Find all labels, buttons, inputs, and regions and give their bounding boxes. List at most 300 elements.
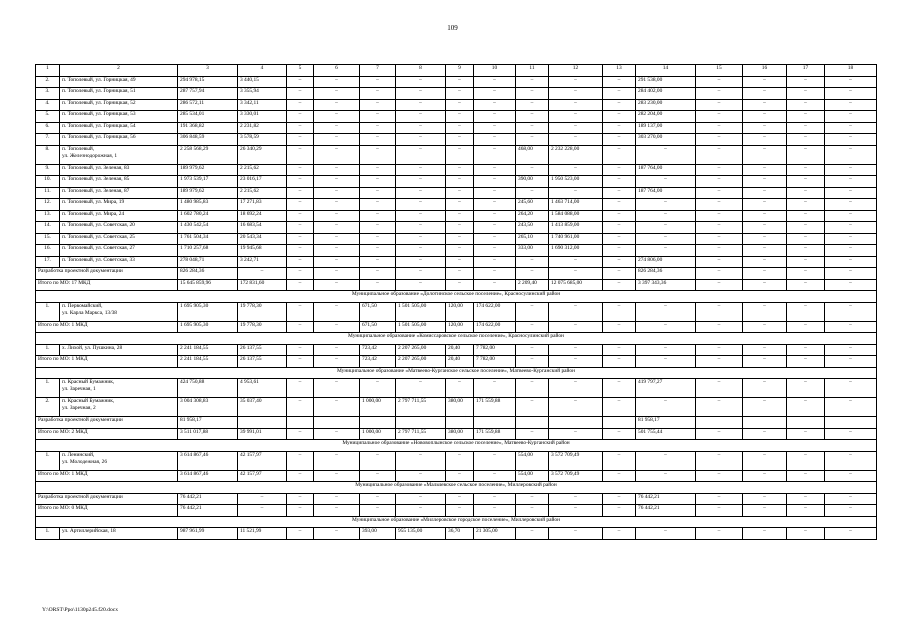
table-cell: 285 534,01 xyxy=(178,111,238,123)
table-cell: – xyxy=(636,470,696,482)
table-cell: п. Тополевый, ул. Зеленая, 83 xyxy=(60,164,178,176)
table-cell: – xyxy=(787,88,825,100)
table-cell: 120,00 xyxy=(446,321,474,333)
table-cell: 380,00 xyxy=(446,398,474,417)
table-cell: 3 xyxy=(178,65,238,77)
table-cell: п. Тополевый, ул. Горницкая, 53 xyxy=(60,111,178,123)
table-cell: 187 764,00 xyxy=(636,187,696,199)
table-cell: – xyxy=(474,233,516,245)
table-cell: 291 538,00 xyxy=(636,76,696,88)
table-cell: – xyxy=(474,187,516,199)
table-cell: – xyxy=(825,99,877,111)
table-cell: – xyxy=(825,428,877,440)
table-cell: – xyxy=(516,256,549,268)
table-cell: – xyxy=(314,451,360,470)
table-cell: – xyxy=(474,99,516,111)
table-cell: – xyxy=(396,222,446,234)
table-header-row xyxy=(36,65,877,77)
table-cell: – xyxy=(743,76,787,88)
table-cell: – xyxy=(825,111,877,123)
table-cell: – xyxy=(314,302,360,321)
table-cell: Итого по МО: 0 МКД xyxy=(36,505,178,517)
table-cell: 2 207 265,00 xyxy=(396,344,446,356)
table-cell: – xyxy=(787,122,825,134)
table-row xyxy=(36,88,877,100)
table-cell: – xyxy=(787,210,825,222)
table-cell: 2 209,40 xyxy=(516,279,549,291)
table-cell: 278 048,71 xyxy=(178,256,238,268)
table-cell: Итого по МО: 1 МКД xyxy=(36,321,178,333)
table-cell: – xyxy=(474,222,516,234)
table-cell: 18 692,24 xyxy=(238,210,287,222)
table-cell: 76 442,21 xyxy=(178,505,238,517)
table-cell: – xyxy=(825,398,877,417)
table-cell: – xyxy=(603,451,636,470)
table-cell: – xyxy=(696,379,743,398)
table-cell: – xyxy=(787,321,825,333)
table-cell xyxy=(396,417,446,429)
table-row xyxy=(36,528,877,540)
table-cell: 2 232 228,00 xyxy=(549,145,603,164)
table-cell: 16 xyxy=(743,65,787,77)
table-cell: 501 755,44 xyxy=(636,428,696,440)
table-cell: – xyxy=(696,279,743,291)
table-cell: 419 797,27 xyxy=(636,379,696,398)
summary-row xyxy=(36,428,877,440)
table-cell: – xyxy=(825,256,877,268)
table-cell: – xyxy=(825,210,877,222)
table-cell: – xyxy=(603,164,636,176)
table-cell: – xyxy=(314,187,360,199)
table-cell: Муниципальное образование «Долотинское сельское поселение», Красносулинский район xyxy=(36,291,877,303)
table-cell: – xyxy=(396,470,446,482)
table-cell: 723,42 xyxy=(360,356,396,368)
table-cell: – xyxy=(825,122,877,134)
table-cell: – xyxy=(825,356,877,368)
table-cell: – xyxy=(787,268,825,280)
table-cell: – xyxy=(603,99,636,111)
table-cell: – xyxy=(696,199,743,211)
table-cell: 2 207 265,00 xyxy=(396,356,446,368)
table-cell: – xyxy=(636,356,696,368)
summary-row xyxy=(36,321,877,333)
table-cell: – xyxy=(474,134,516,146)
table-cell: – xyxy=(743,122,787,134)
table-cell: Итого по МО: 1 МКД xyxy=(36,470,178,482)
table-cell: п. Тополевый, ул. Горницкая, 54 xyxy=(60,122,178,134)
table-cell: – xyxy=(825,187,877,199)
table-cell: п. Тополевый, ул. Горницкая, 56 xyxy=(60,134,178,146)
table-cell: – xyxy=(360,88,396,100)
table-cell: – xyxy=(743,493,787,505)
table-row xyxy=(36,76,877,88)
table-cell: 4 xyxy=(238,65,287,77)
table-cell: – xyxy=(787,398,825,417)
funding-table-wrapper xyxy=(35,64,876,540)
table-cell xyxy=(314,417,360,429)
table-cell: – xyxy=(743,134,787,146)
table-cell: 11 521,99 xyxy=(238,528,287,540)
table-cell: – xyxy=(743,245,787,257)
table-cell: – xyxy=(446,134,474,146)
table-cell: Муниципальное образование «Матвеево-Курганское сельское поселение», Матвеево-Курганский район xyxy=(36,367,877,379)
table-cell: – xyxy=(696,321,743,333)
file-path: Y:\ORST\Ppo\1130p245.f20.docx xyxy=(42,607,119,613)
table-cell: – xyxy=(696,470,743,482)
table-cell: 81 958,17 xyxy=(636,417,696,429)
table-cell xyxy=(787,417,825,429)
table-cell: – xyxy=(549,88,603,100)
table-cell: – xyxy=(314,344,360,356)
table-cell: 1 463 714,00 xyxy=(549,199,603,211)
table-cell: 172 831,60 xyxy=(238,279,287,291)
table-cell: – xyxy=(287,187,314,199)
table-cell: – xyxy=(516,187,549,199)
table-cell: – xyxy=(696,451,743,470)
summary-row xyxy=(36,279,877,291)
table-cell: – xyxy=(396,187,446,199)
table-cell: – xyxy=(549,379,603,398)
table-cell: 12 xyxy=(549,65,603,77)
table-cell: 187 764,00 xyxy=(636,164,696,176)
table-cell: – xyxy=(603,222,636,234)
table-cell: 7 782,00 xyxy=(474,344,516,356)
table-cell: 987 961,99 xyxy=(178,528,238,540)
table-cell: – xyxy=(549,302,603,321)
table-cell: 671,50 xyxy=(360,302,396,321)
table-cell: – xyxy=(474,111,516,123)
table-cell: – xyxy=(314,505,360,517)
table-cell: 3. xyxy=(36,88,60,100)
table-cell: – xyxy=(743,88,787,100)
table-cell: 1 480 985,83 xyxy=(178,199,238,211)
table-cell: – xyxy=(603,268,636,280)
table-cell: – xyxy=(446,245,474,257)
table-cell: – xyxy=(696,176,743,188)
table-cell: – xyxy=(287,210,314,222)
table-cell: – xyxy=(696,164,743,176)
table-cell: 11. xyxy=(36,187,60,199)
table-cell: – xyxy=(396,233,446,245)
table-cell: – xyxy=(696,528,743,540)
section-header-row xyxy=(36,440,877,452)
table-row xyxy=(36,302,877,321)
table-cell: – xyxy=(474,379,516,398)
table-cell: – xyxy=(743,99,787,111)
table-cell: 16 683,54 xyxy=(238,222,287,234)
table-cell: 1 761 504,34 xyxy=(178,233,238,245)
table-cell: 2 231,82 xyxy=(238,122,287,134)
table-cell: – xyxy=(314,528,360,540)
table-cell: 3 397 343,36 xyxy=(636,279,696,291)
table-cell: – xyxy=(516,88,549,100)
table-cell: – xyxy=(603,302,636,321)
table-cell: – xyxy=(825,528,877,540)
table-cell: – xyxy=(549,99,603,111)
table-cell: – xyxy=(603,321,636,333)
table-cell: – xyxy=(636,398,696,417)
table-cell: – xyxy=(696,356,743,368)
summary-row xyxy=(36,356,877,368)
table-cell: – xyxy=(743,321,787,333)
table-cell: – xyxy=(446,176,474,188)
summary-row xyxy=(36,417,877,429)
table-cell: 1 710 257,68 xyxy=(178,245,238,257)
table-cell: 10. xyxy=(36,176,60,188)
table-cell: 286 572,11 xyxy=(178,99,238,111)
table-cell: – xyxy=(314,76,360,88)
table-cell: – xyxy=(516,344,549,356)
table-cell: 6. xyxy=(36,122,60,134)
table-cell: – xyxy=(787,379,825,398)
table-cell: 294 978,15 xyxy=(178,76,238,88)
table-row xyxy=(36,245,877,257)
table-cell: – xyxy=(696,111,743,123)
table-row xyxy=(36,222,877,234)
table-cell: – xyxy=(446,88,474,100)
table-cell: – xyxy=(743,356,787,368)
table-cell: – xyxy=(549,428,603,440)
table-cell: 21 305,00 xyxy=(474,528,516,540)
table-cell: – xyxy=(549,321,603,333)
table-cell: – xyxy=(287,145,314,164)
table-cell: – xyxy=(825,321,877,333)
table-cell: 2 258 568,29 xyxy=(178,145,238,164)
table-cell: – xyxy=(287,256,314,268)
table-cell: – xyxy=(446,379,474,398)
table-cell: – xyxy=(287,164,314,176)
table-cell: – xyxy=(446,279,474,291)
table-cell xyxy=(743,417,787,429)
table-cell: – xyxy=(474,145,516,164)
table-cell: – xyxy=(549,76,603,88)
table-cell: – xyxy=(743,451,787,470)
table-cell: – xyxy=(743,505,787,517)
table-row xyxy=(36,187,877,199)
table-cell: – xyxy=(696,428,743,440)
table-cell: – xyxy=(516,99,549,111)
table-cell: – xyxy=(287,268,314,280)
table-cell: 1. xyxy=(36,528,60,540)
table-row xyxy=(36,122,877,134)
table-cell: – xyxy=(396,268,446,280)
table-cell: – xyxy=(287,111,314,123)
table-cell: – xyxy=(314,111,360,123)
table-cell: 2. xyxy=(36,398,60,417)
table-cell: 42 157,97 xyxy=(238,451,287,470)
table-cell: – xyxy=(549,344,603,356)
table-cell: 3 511 017,88 xyxy=(178,428,238,440)
table-cell: 287 757,94 xyxy=(178,88,238,100)
table-cell: – xyxy=(696,302,743,321)
table-cell: – xyxy=(549,134,603,146)
table-cell: 13 xyxy=(603,65,636,77)
table-cell: Итого по МО: 1 МКД xyxy=(36,356,178,368)
table-cell: – xyxy=(696,233,743,245)
table-cell: – xyxy=(787,187,825,199)
table-cell: 1 973 539,17 xyxy=(178,176,238,188)
table-cell: – xyxy=(825,134,877,146)
table-cell: – xyxy=(696,76,743,88)
table-cell: – xyxy=(360,99,396,111)
table-cell: – xyxy=(396,256,446,268)
table-cell: 1 xyxy=(36,65,60,77)
table-cell: – xyxy=(636,145,696,164)
table-cell: Муниципальное образование «Миллеровское городское поселение», Миллеровский район xyxy=(36,516,877,528)
page-number: 109 xyxy=(447,24,458,32)
table-cell: – xyxy=(696,344,743,356)
table-cell: – xyxy=(549,493,603,505)
table-cell: – xyxy=(636,528,696,540)
table-cell: – xyxy=(287,222,314,234)
table-cell: – xyxy=(603,245,636,257)
table-cell: – xyxy=(287,451,314,470)
table-cell: п. Тополевый, ул. Советская, 25 xyxy=(60,233,178,245)
table-cell: – xyxy=(446,164,474,176)
table-cell: – xyxy=(696,187,743,199)
table-cell: – xyxy=(287,493,314,505)
table-cell: – xyxy=(446,256,474,268)
table-cell: 26 137,55 xyxy=(238,344,287,356)
summary-row xyxy=(36,470,877,482)
table-cell: 17. xyxy=(36,256,60,268)
table-cell: – xyxy=(603,233,636,245)
table-cell: – xyxy=(636,302,696,321)
table-cell: – xyxy=(743,279,787,291)
table-cell: 554,00 xyxy=(516,470,549,482)
table-cell: Разработка проектной документации xyxy=(36,268,178,280)
table-cell: 17 xyxy=(787,65,825,77)
table-cell: 1 695 905,30 xyxy=(178,302,238,321)
table-cell: – xyxy=(360,451,396,470)
table-cell: 243,50 xyxy=(516,222,549,234)
table-cell: – xyxy=(696,398,743,417)
table-cell: 554,00 xyxy=(516,451,549,470)
table-cell: – xyxy=(787,145,825,164)
table-cell: – xyxy=(549,256,603,268)
table-cell: – xyxy=(446,268,474,280)
table-cell: – xyxy=(314,164,360,176)
table-cell: – xyxy=(516,164,549,176)
table-cell: – xyxy=(825,470,877,482)
table-cell: – xyxy=(314,398,360,417)
table-cell: – xyxy=(696,88,743,100)
section-header-row xyxy=(36,333,877,345)
table-cell: 1 950 523,00 xyxy=(549,176,603,188)
table-cell: 4. xyxy=(36,99,60,111)
table-cell: – xyxy=(787,302,825,321)
table-cell: п. Тополевый, ул. Советская, 33 xyxy=(60,256,178,268)
table-cell: – xyxy=(787,99,825,111)
table-cell: п. Тополевый, ул. Зеленая, 87 xyxy=(60,187,178,199)
table-cell: – xyxy=(474,210,516,222)
table-cell: 26 340,29 xyxy=(238,145,287,164)
table-cell: – xyxy=(238,493,287,505)
table-row xyxy=(36,398,877,417)
table-cell xyxy=(446,417,474,429)
table-cell: 189 979,62 xyxy=(178,187,238,199)
table-row xyxy=(36,233,877,245)
table-cell: 826 284,36 xyxy=(178,268,238,280)
table-cell xyxy=(549,417,603,429)
table-cell: – xyxy=(603,122,636,134)
table-cell: – xyxy=(474,199,516,211)
table-cell xyxy=(360,417,396,429)
table-cell: 23 016,17 xyxy=(238,176,287,188)
table-row xyxy=(36,451,877,470)
table-cell: 20,40 xyxy=(446,356,474,368)
table-cell: – xyxy=(603,493,636,505)
table-cell: – xyxy=(396,111,446,123)
table-cell: – xyxy=(549,356,603,368)
table-cell: 10 xyxy=(474,65,516,77)
table-cell: – xyxy=(825,233,877,245)
table-cell: Разработка проектной документации xyxy=(36,493,178,505)
table-cell: 671,50 xyxy=(360,321,396,333)
table-cell: – xyxy=(516,134,549,146)
table-cell: 81 958,17 xyxy=(178,417,238,429)
table-cell: – xyxy=(549,122,603,134)
table-cell: – xyxy=(360,76,396,88)
table-cell: 468,00 xyxy=(516,145,549,164)
table-cell: – xyxy=(446,199,474,211)
table-cell: 171 559,88 xyxy=(474,398,516,417)
table-cell: – xyxy=(743,398,787,417)
table-cell: – xyxy=(396,379,446,398)
table-cell: – xyxy=(825,76,877,88)
table-cell: – xyxy=(696,268,743,280)
table-cell: Муниципальное образование «Комиссаровское сельское поселение», Красносулинский район xyxy=(36,333,877,345)
table-cell: – xyxy=(603,76,636,88)
table-cell: – xyxy=(360,199,396,211)
table-cell: Разработка проектной документации xyxy=(36,417,178,429)
table-cell: 723,42 xyxy=(360,344,396,356)
table-cell xyxy=(238,417,287,429)
table-cell: 15 xyxy=(696,65,743,77)
table-cell: п. Красный Бумажник, ул. Заречная, 1 xyxy=(60,379,178,398)
table-cell: – xyxy=(314,210,360,222)
section-header-row xyxy=(36,291,877,303)
table-cell: Муниципальное образование «Нововоплынское сельское поселение», Матвеево-Курганский район xyxy=(36,440,877,452)
table-cell: 2 xyxy=(60,65,178,77)
table-cell: 8. xyxy=(36,145,60,164)
table-cell: 3 572 709,49 xyxy=(549,451,603,470)
section-header-row xyxy=(36,367,877,379)
table-cell: 19 778,30 xyxy=(238,302,287,321)
table-cell: – xyxy=(603,356,636,368)
table-cell: – xyxy=(396,279,446,291)
table-cell: х. Лихой, ул. Пушкина, 28 xyxy=(60,344,178,356)
table-cell: 1 000,00 xyxy=(360,428,396,440)
table-cell: – xyxy=(314,222,360,234)
table-cell xyxy=(516,417,549,429)
table-cell: – xyxy=(696,122,743,134)
table-cell xyxy=(603,417,636,429)
table-cell: – xyxy=(287,245,314,257)
table-cell: – xyxy=(314,88,360,100)
table-cell: – xyxy=(360,111,396,123)
table-cell: 14. xyxy=(36,222,60,234)
table-cell: – xyxy=(549,187,603,199)
table-cell: – xyxy=(825,199,877,211)
table-row xyxy=(36,256,877,268)
table-cell: – xyxy=(314,256,360,268)
table-cell: 35 037,40 xyxy=(238,398,287,417)
table-cell: – xyxy=(287,134,314,146)
table-row xyxy=(36,210,877,222)
table-cell: 274 806,00 xyxy=(636,256,696,268)
table-cell: – xyxy=(360,145,396,164)
